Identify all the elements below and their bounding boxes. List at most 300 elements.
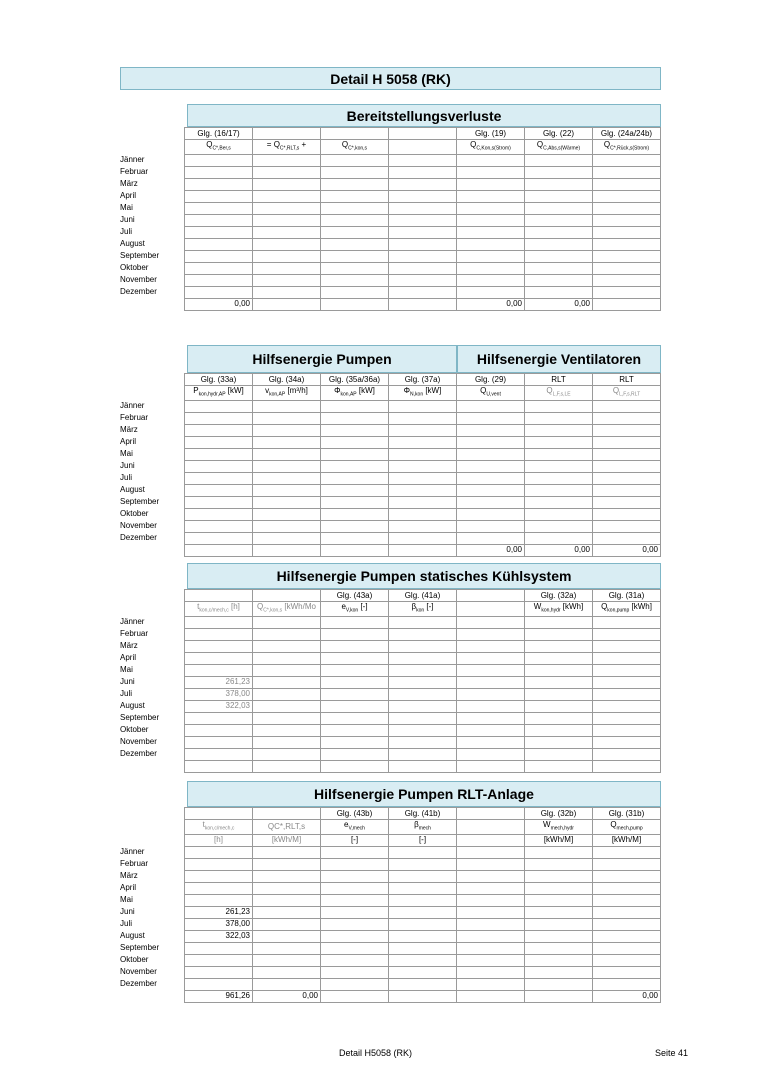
value-cell bbox=[321, 676, 389, 688]
value-cell bbox=[253, 652, 321, 664]
value-cell bbox=[185, 736, 253, 748]
value-cell bbox=[389, 712, 457, 724]
value-cell bbox=[389, 508, 457, 520]
value-cell bbox=[321, 664, 389, 676]
value-cell bbox=[321, 700, 389, 712]
value-cell bbox=[389, 262, 457, 274]
table-row bbox=[120, 274, 661, 286]
table-row bbox=[120, 954, 661, 966]
table-row bbox=[120, 906, 661, 918]
equation-ref: Glg. (37a) bbox=[389, 374, 457, 386]
unit-cell: [-] bbox=[321, 834, 389, 846]
value-cell bbox=[389, 942, 457, 954]
value-cell bbox=[593, 942, 661, 954]
value-cell bbox=[253, 532, 321, 544]
table-row bbox=[120, 448, 661, 460]
month-label: März bbox=[120, 641, 138, 651]
value-cell bbox=[185, 262, 253, 274]
symbol-main: Q bbox=[341, 140, 349, 149]
value-cell bbox=[525, 262, 593, 274]
symbol-cell bbox=[185, 602, 253, 617]
equation-ref: Glg. (16/17) bbox=[185, 128, 253, 140]
table-row bbox=[120, 616, 661, 628]
value-cell: 322,03 bbox=[185, 930, 253, 942]
value-cell bbox=[253, 712, 321, 724]
value-cell bbox=[593, 532, 661, 544]
value-cell bbox=[253, 178, 321, 190]
value-cell bbox=[457, 882, 525, 894]
total-cell bbox=[253, 760, 321, 772]
equation-ref bbox=[389, 128, 457, 140]
value-cell bbox=[525, 226, 593, 238]
value-cell bbox=[593, 484, 661, 496]
equation-ref: RLT bbox=[525, 374, 593, 386]
symbol-main: Q bbox=[603, 140, 611, 149]
value-cell bbox=[253, 688, 321, 700]
table-row bbox=[120, 858, 661, 870]
value-cell bbox=[253, 628, 321, 640]
table-row bbox=[120, 202, 661, 214]
equation-ref bbox=[253, 808, 321, 820]
value-cell bbox=[389, 400, 457, 412]
symbol-cell bbox=[525, 140, 593, 155]
symbol-subscript: kon,hydr bbox=[541, 607, 561, 614]
value-cell bbox=[389, 412, 457, 424]
total-cell bbox=[389, 544, 457, 556]
value-cell bbox=[185, 202, 253, 214]
table-row bbox=[120, 460, 661, 472]
value-cell bbox=[525, 448, 593, 460]
month-label: Jänner bbox=[120, 617, 145, 627]
equation-ref: Glg. (32b) bbox=[525, 808, 593, 820]
value-cell bbox=[593, 870, 661, 882]
section-title-pumpen: Hilfsenergie Pumpen bbox=[187, 345, 457, 373]
symbol-unit: [kWh] bbox=[629, 602, 652, 611]
value-cell bbox=[253, 286, 321, 298]
value-cell bbox=[253, 166, 321, 178]
value-cell bbox=[389, 664, 457, 676]
value-cell bbox=[253, 472, 321, 484]
value-cell bbox=[525, 676, 593, 688]
month-label: Dezember bbox=[120, 749, 157, 759]
page-title: Detail H 5058 (RK) bbox=[120, 67, 661, 90]
value-cell bbox=[457, 436, 525, 448]
value-cell bbox=[253, 942, 321, 954]
value-cell bbox=[457, 966, 525, 978]
equation-row bbox=[120, 128, 661, 140]
value-cell bbox=[389, 226, 457, 238]
value-cell bbox=[389, 238, 457, 250]
value-cell bbox=[185, 484, 253, 496]
equation-ref bbox=[253, 128, 321, 140]
value-cell bbox=[457, 424, 525, 436]
symbol-cell bbox=[185, 820, 253, 835]
totals-row bbox=[120, 760, 661, 772]
value-cell bbox=[185, 424, 253, 436]
value-cell bbox=[389, 274, 457, 286]
symbol-main: Q bbox=[612, 386, 620, 395]
value-cell bbox=[457, 748, 525, 760]
value-cell bbox=[525, 274, 593, 286]
month-label: September bbox=[120, 497, 160, 507]
equation-ref: Glg. (33a) bbox=[185, 374, 253, 386]
value-cell bbox=[321, 484, 389, 496]
value-cell bbox=[253, 250, 321, 262]
value-cell bbox=[321, 858, 389, 870]
table-row bbox=[120, 190, 661, 202]
value-cell bbox=[525, 894, 593, 906]
value-cell bbox=[389, 178, 457, 190]
equation-ref bbox=[321, 128, 389, 140]
value-cell bbox=[185, 436, 253, 448]
value-cell bbox=[321, 214, 389, 226]
value-cell bbox=[525, 250, 593, 262]
value-cell bbox=[525, 918, 593, 930]
table-rlt-anlage bbox=[120, 807, 661, 1003]
value-cell bbox=[525, 190, 593, 202]
value-cell bbox=[321, 226, 389, 238]
total-cell bbox=[457, 760, 525, 772]
total-cell: 0,00 bbox=[593, 990, 661, 1002]
value-cell bbox=[321, 520, 389, 532]
value-cell bbox=[321, 190, 389, 202]
unit-cell bbox=[457, 834, 525, 846]
month-label: November bbox=[120, 737, 157, 747]
value-cell bbox=[457, 978, 525, 990]
value-cell bbox=[389, 250, 457, 262]
value-cell bbox=[321, 978, 389, 990]
value-cell bbox=[593, 616, 661, 628]
total-cell bbox=[525, 760, 593, 772]
value-cell bbox=[593, 226, 661, 238]
symbol-row bbox=[120, 820, 661, 835]
section-title-ventilatoren: Hilfsenergie Ventilatoren bbox=[457, 345, 661, 373]
value-cell bbox=[321, 930, 389, 942]
value-cell bbox=[389, 700, 457, 712]
value-cell bbox=[253, 724, 321, 736]
value-cell bbox=[185, 214, 253, 226]
month-label: Februar bbox=[120, 629, 149, 639]
value-cell bbox=[253, 966, 321, 978]
value-cell bbox=[321, 472, 389, 484]
value-cell bbox=[525, 616, 593, 628]
value-cell bbox=[457, 870, 525, 882]
value-cell bbox=[593, 178, 661, 190]
value-cell bbox=[525, 532, 593, 544]
value-cell bbox=[593, 496, 661, 508]
symbol-unit: [kW] bbox=[356, 386, 375, 395]
unit-row bbox=[120, 834, 661, 846]
value-cell bbox=[457, 712, 525, 724]
equation-row bbox=[120, 808, 661, 820]
value-cell bbox=[253, 954, 321, 966]
table-row bbox=[120, 978, 661, 990]
table-row bbox=[120, 942, 661, 954]
equation-ref: Glg. (43b) bbox=[321, 808, 389, 820]
value-cell bbox=[457, 532, 525, 544]
month-label: Dezember bbox=[120, 533, 157, 543]
value-cell bbox=[593, 274, 661, 286]
value-cell bbox=[457, 154, 525, 166]
symbol-main: = Q bbox=[266, 140, 280, 149]
value-cell bbox=[321, 460, 389, 472]
table-row bbox=[120, 154, 661, 166]
value-cell bbox=[185, 238, 253, 250]
month-label: Juli bbox=[120, 919, 133, 929]
month-label: Juni bbox=[120, 461, 135, 471]
value-cell bbox=[185, 496, 253, 508]
value-cell bbox=[389, 652, 457, 664]
symbol-subscript: mech,hydr bbox=[550, 825, 574, 832]
symbol-cell bbox=[457, 140, 525, 155]
total-cell bbox=[525, 990, 593, 1002]
value-cell bbox=[321, 640, 389, 652]
total-cell bbox=[389, 760, 457, 772]
value-cell bbox=[457, 448, 525, 460]
value-cell bbox=[389, 640, 457, 652]
total-cell bbox=[253, 544, 321, 556]
value-cell bbox=[593, 930, 661, 942]
month-label: März bbox=[120, 871, 138, 881]
value-cell bbox=[389, 870, 457, 882]
month-label: August bbox=[120, 701, 145, 711]
value-cell bbox=[457, 472, 525, 484]
symbol-subscript: C*,kon,s bbox=[348, 145, 368, 152]
value-cell bbox=[253, 978, 321, 990]
table-row bbox=[120, 748, 661, 760]
symbol-subscript: mech bbox=[418, 825, 431, 832]
table-row bbox=[120, 846, 661, 858]
month-label: Februar bbox=[120, 859, 149, 869]
value-cell bbox=[389, 846, 457, 858]
value-cell bbox=[185, 508, 253, 520]
month-label: Juli bbox=[120, 227, 133, 237]
table-row bbox=[120, 664, 661, 676]
value-cell bbox=[253, 918, 321, 930]
equation-ref bbox=[185, 590, 253, 602]
month-label: Oktober bbox=[120, 955, 149, 965]
value-cell bbox=[321, 250, 389, 262]
value-cell bbox=[457, 652, 525, 664]
value-cell: 261,23 bbox=[185, 906, 253, 918]
value-cell bbox=[253, 870, 321, 882]
value-cell: 378,00 bbox=[185, 918, 253, 930]
value-cell bbox=[185, 616, 253, 628]
value-cell bbox=[525, 736, 593, 748]
equation-ref bbox=[457, 590, 525, 602]
value-cell bbox=[321, 870, 389, 882]
total-cell bbox=[321, 990, 389, 1002]
value-cell bbox=[389, 858, 457, 870]
value-cell bbox=[321, 508, 389, 520]
value-cell bbox=[457, 400, 525, 412]
month-label: Oktober bbox=[120, 509, 149, 519]
value-cell bbox=[457, 736, 525, 748]
symbol-main: Φ bbox=[403, 386, 411, 395]
value-cell bbox=[389, 520, 457, 532]
table-row bbox=[120, 472, 661, 484]
value-cell bbox=[389, 748, 457, 760]
month-label: Juni bbox=[120, 907, 135, 917]
symbol-cell bbox=[321, 386, 389, 401]
symbol-subscript: N,kon bbox=[410, 391, 424, 398]
value-cell bbox=[185, 870, 253, 882]
value-cell bbox=[389, 286, 457, 298]
table-row bbox=[120, 496, 661, 508]
value-cell bbox=[593, 712, 661, 724]
month-label: Juni bbox=[120, 215, 135, 225]
value-cell bbox=[253, 640, 321, 652]
value-cell bbox=[525, 966, 593, 978]
symbol-cell bbox=[593, 386, 661, 401]
value-cell bbox=[457, 954, 525, 966]
value-cell bbox=[525, 688, 593, 700]
month-label: Jänner bbox=[120, 155, 145, 165]
value-cell bbox=[321, 736, 389, 748]
value-cell bbox=[389, 166, 457, 178]
symbol-cell bbox=[525, 820, 593, 835]
value-cell bbox=[593, 448, 661, 460]
symbol-subscript: mech,pump bbox=[616, 825, 643, 832]
symbol-main: P bbox=[193, 386, 199, 395]
equation-ref: RLT bbox=[593, 374, 661, 386]
value-cell bbox=[457, 640, 525, 652]
value-cell bbox=[321, 942, 389, 954]
value-cell bbox=[253, 238, 321, 250]
total-cell bbox=[253, 298, 321, 310]
month-label: September bbox=[120, 943, 160, 953]
value-cell bbox=[321, 412, 389, 424]
month-label: Oktober bbox=[120, 725, 149, 735]
value-cell bbox=[185, 954, 253, 966]
symbol-subscript: C*,kon,s bbox=[263, 607, 283, 614]
total-cell bbox=[321, 544, 389, 556]
table-row bbox=[120, 700, 661, 712]
table-row bbox=[120, 930, 661, 942]
value-cell bbox=[593, 202, 661, 214]
value-cell bbox=[253, 154, 321, 166]
value-cell bbox=[185, 190, 253, 202]
footer-title: Detail H5058 (RK) bbox=[339, 1048, 413, 1058]
symbol-cell bbox=[253, 140, 321, 155]
unit-cell: [-] bbox=[389, 834, 457, 846]
symbol-row bbox=[120, 386, 661, 401]
table-row bbox=[120, 250, 661, 262]
value-cell bbox=[593, 214, 661, 226]
table-row bbox=[120, 484, 661, 496]
value-cell bbox=[321, 424, 389, 436]
total-cell: 0,00 bbox=[457, 544, 525, 556]
value-cell bbox=[525, 400, 593, 412]
symbol-subscript: kon,c/mech,c bbox=[204, 825, 235, 832]
symbol-cell bbox=[525, 602, 593, 617]
symbol-main: e bbox=[344, 820, 349, 829]
value-cell: 378,00 bbox=[185, 688, 253, 700]
value-cell bbox=[593, 736, 661, 748]
equation-ref: Glg. (41a) bbox=[389, 590, 457, 602]
symbol-cell bbox=[457, 602, 525, 617]
value-cell bbox=[457, 664, 525, 676]
value-cell bbox=[321, 954, 389, 966]
value-cell bbox=[253, 190, 321, 202]
symbol-cell bbox=[253, 602, 321, 617]
value-cell bbox=[389, 736, 457, 748]
table-row bbox=[120, 214, 661, 226]
symbol-main: Q bbox=[480, 386, 487, 395]
value-cell bbox=[525, 202, 593, 214]
month-label: April bbox=[120, 191, 137, 201]
table-row bbox=[120, 724, 661, 736]
value-cell bbox=[593, 436, 661, 448]
value-cell bbox=[253, 400, 321, 412]
month-label: Mai bbox=[120, 665, 133, 675]
value-cell bbox=[389, 724, 457, 736]
value-cell bbox=[593, 238, 661, 250]
table-row bbox=[120, 508, 661, 520]
value-cell bbox=[253, 274, 321, 286]
value-cell bbox=[457, 214, 525, 226]
value-cell bbox=[593, 166, 661, 178]
symbol-unit: [kWh/Mo bbox=[282, 602, 316, 611]
table-row bbox=[120, 532, 661, 544]
value-cell bbox=[389, 628, 457, 640]
value-cell bbox=[253, 202, 321, 214]
value-cell bbox=[457, 178, 525, 190]
value-cell bbox=[185, 882, 253, 894]
symbol-unit: [h] bbox=[228, 602, 240, 611]
value-cell bbox=[321, 918, 389, 930]
blank-cell bbox=[120, 808, 185, 820]
equation-ref: Glg. (41b) bbox=[389, 808, 457, 820]
value-cell bbox=[185, 166, 253, 178]
symbol-cell bbox=[185, 140, 253, 155]
value-cell bbox=[593, 882, 661, 894]
table-row bbox=[120, 166, 661, 178]
table-row bbox=[120, 882, 661, 894]
symbol-cell bbox=[457, 820, 525, 835]
value-cell bbox=[185, 250, 253, 262]
total-cell bbox=[389, 298, 457, 310]
value-cell bbox=[593, 724, 661, 736]
value-cell bbox=[253, 484, 321, 496]
value-cell bbox=[525, 496, 593, 508]
symbol-subscript: C*,Rück,s(Strom) bbox=[610, 145, 650, 152]
value-cell bbox=[253, 930, 321, 942]
symbol-main: Q bbox=[610, 820, 617, 829]
symbol-cell bbox=[253, 820, 321, 835]
symbol-main: Q bbox=[546, 386, 553, 395]
value-cell bbox=[253, 858, 321, 870]
table-row bbox=[120, 178, 661, 190]
value-cell bbox=[321, 178, 389, 190]
value-cell bbox=[593, 508, 661, 520]
value-cell bbox=[457, 846, 525, 858]
value-cell bbox=[593, 894, 661, 906]
value-cell bbox=[457, 724, 525, 736]
month-label: April bbox=[120, 437, 137, 447]
equation-ref: Glg. (22) bbox=[525, 128, 593, 140]
total-cell bbox=[321, 298, 389, 310]
symbol-cell bbox=[525, 386, 593, 401]
value-cell bbox=[321, 882, 389, 894]
value-cell bbox=[525, 472, 593, 484]
equation-ref: Glg. (31a) bbox=[593, 590, 661, 602]
equation-ref: Glg. (29) bbox=[457, 374, 525, 386]
value-cell bbox=[457, 262, 525, 274]
value-cell bbox=[593, 250, 661, 262]
value-cell bbox=[185, 532, 253, 544]
symbol-row bbox=[120, 602, 661, 617]
